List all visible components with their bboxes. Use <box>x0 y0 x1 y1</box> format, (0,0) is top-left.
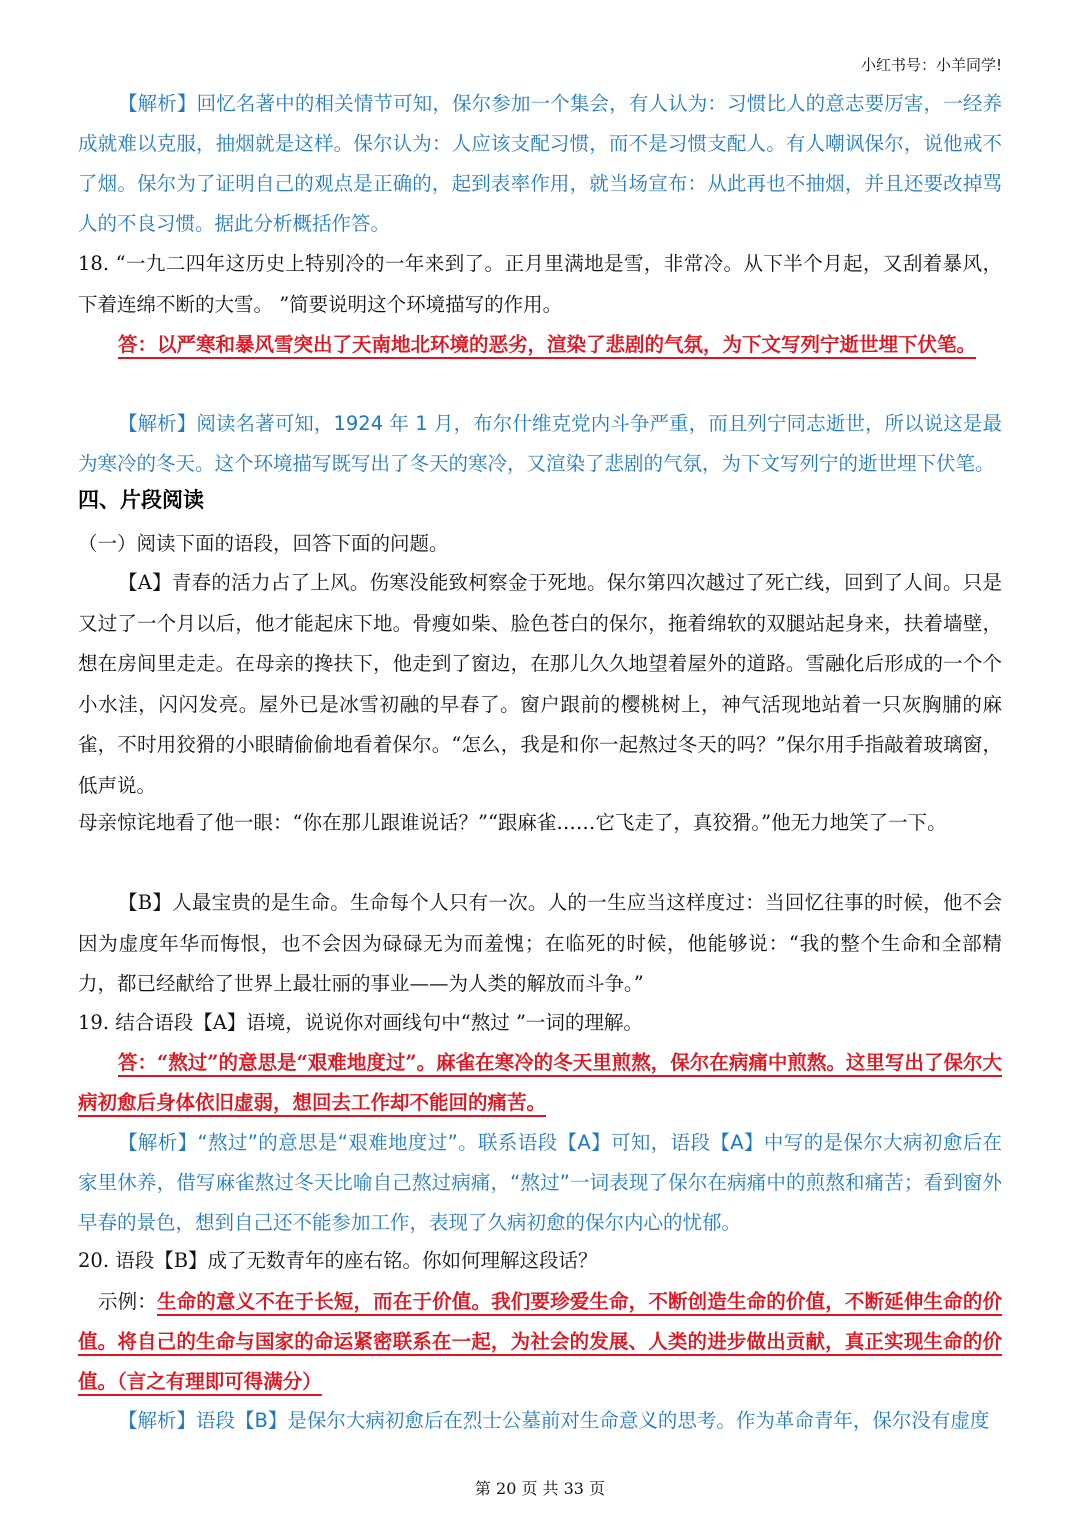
analysis-19: 【解析】“熬过”的意思是“艰难地度过”。联系语段【A】可知，语段【A】中写的是保尔大病初愈后在家里休养，借写麻雀熬过冬天比喻自己熬过病痛，“熬过”一词表现了保尔在病痛中的煎熬和痛苦；看到窗外早春的景色，想到自己还不能参加工作，表现了久病初愈的保尔内心的忧郁。 <box>78 1131 1002 1234</box>
answer-18-text: 答：以严寒和暴风雪突出了天南地北环境的恶劣，渲染了悲剧的气氛，为下文写列宁逝世埋下伏笔。 <box>118 333 977 356</box>
passage-a: 【A】青春的活力占了上风。伤寒没能致柯察金于死地。保尔第四次越过了死亡线，回到了人间。只是又过了一个月以后，他才能起床下地。骨瘦如柴、脸色苍白的保尔，拖着绵软的双腿站起身来，扶着墙壁，想在房间里走走。在母亲的搀扶下，他走到了窗边，在那儿久久地望着屋外的道路。雪融化后形成的一个个小水洼，闪闪发亮。屋外已是冰雪初融的早春了。窗户跟前的樱桃树上，神气活现地站着一只灰胸脯的麻雀，不时用狡猾的小眼睛偷偷地看着保尔。“怎么，我是和你一起熬过冬天的吗？”保尔用手指敲着玻璃窗，低声说。 <box>78 571 1002 797</box>
answer-18 <box>78 325 1002 365</box>
answer-19 <box>78 1043 1002 1123</box>
section-title: 四、片段阅读 <box>78 488 204 512</box>
analysis-17: 【解析】回忆名著中的相关情节可知，保尔参加一个集会，有人认为：习惯比人的意志要厉害，一经养成就难以克服，抽烟就是这样。保尔认为：人应该支配习惯，而不是习惯支配人。有人嘲讽保尔，说他戒不了烟。保尔为了证明自己的观点是正确的，起到表率作用，就当场宣布：从此再也不抽烟，并且还要改掉骂人的不良习惯。据此分析概括作答。 <box>78 92 1002 235</box>
example-label: 示例： <box>98 1290 157 1313</box>
answer-20-text: 生命的意义不在于长短，而在于价值。我们要珍爱生命，不断创造生命的价值，不断延伸生命的价值。将自己的生命与国家的命运紧密联系在一起，为社会的发展、人类的进步做出贡献，真正实现生命的价值。（言之有理即可得满分） <box>78 1290 1002 1393</box>
question-20: 20. 语段【B】成了无数青年的座右铭。你如何理解这段话？ <box>78 1249 598 1272</box>
question-18: 18. “一九二四年这历史上特别冷的一年来到了。正月里满地是雪，非常冷。从下半个月起，又刮着暴风，下着连绵不断的大雪。 ”简要说明这个环境描写的作用。 <box>78 252 1002 316</box>
passage-b: 【B】人最宝贵的是生命。生命每个人只有一次。人的一生应当这样度过：当回忆往事的时候，他不会因为虚度年华而悔恨，也不会因为碌碌无为而羞愧；在临死的时候，他能够说：“我的整个生命和全部精力，都已经献给了世界上最壮丽的事业——为人类的解放而斗争。” <box>78 891 1002 995</box>
question-19: 19. 结合语段【A】语境，说说你对画线句中“熬过 ”一词的理解。 <box>78 1011 643 1034</box>
page-footer: 第 20 页 共 33 页 <box>474 1479 606 1498</box>
page-header: 小红书号：小羊同学! <box>860 56 1002 74</box>
answer-19-text: 答：“熬过”的意思是“艰难地度过”。麻雀在寒冷的冬天里煎熬，保尔在病痛中煎熬。这里写出了保尔大病初愈后身体依旧虚弱，想回去工作却不能回的痛苦。 <box>78 1051 1002 1114</box>
analysis-20: 【解析】语段【B】是保尔大病初愈后在烈士公墓前对生命意义的思考。作为革命青年，保尔没有虚度 <box>118 1409 990 1432</box>
analysis-18: 【解析】阅读名著可知，1924 年 1 月，布尔什维克党内斗争严重，而且列宁同志逝世，所以说这是最为寒冷的冬天。这个环境描写既写出了冬天的寒冷，又渲染了悲剧的气氛，为下文写列宁的逝世埋下伏笔。 <box>78 412 1002 475</box>
reading-instruction: （一）阅读下面的语段，回答下面的问题。 <box>78 532 449 555</box>
answer-20 <box>78 1282 1002 1402</box>
passage-a-continued: 母亲惊诧地看了他一眼：“你在那儿跟谁说话？”“跟麻雀……它飞走了，真狡猾。”他无力地笑了一下。 <box>78 811 947 834</box>
